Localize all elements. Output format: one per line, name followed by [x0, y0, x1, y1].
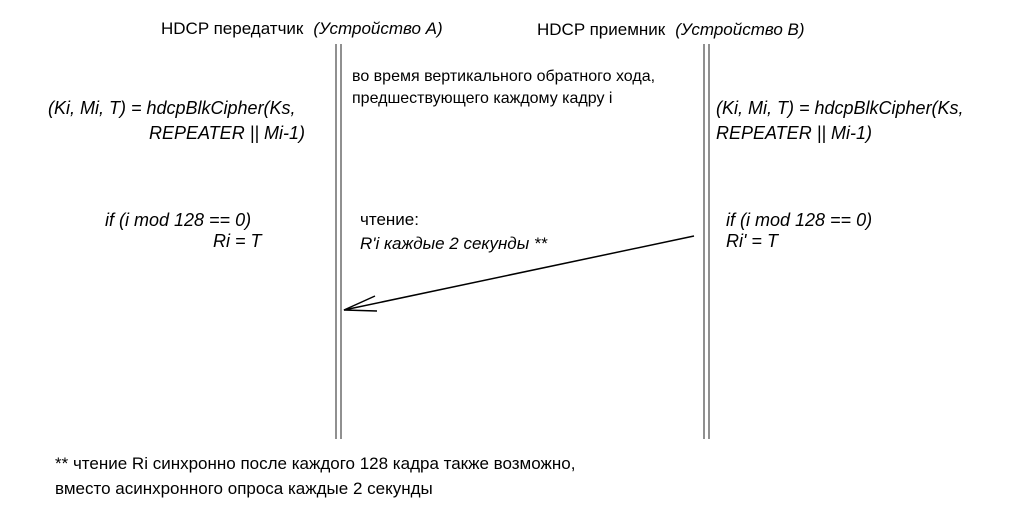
read-message-detail: R'i каждые 2 секунды **: [360, 234, 548, 253]
receiver-condition-line2: Ri' = T: [726, 231, 778, 251]
vblank-line1: во время вертикального обратного хода,: [352, 68, 656, 85]
transmitter-title: [161, 17, 443, 41]
receiver-cipher-line1: (Ki, Mi, T) = hdcpBlkCipher(Ks,: [716, 98, 964, 118]
footnote-line1: ** чтение Ri синхронно после каждого 128 кадра также возможно,: [55, 454, 576, 473]
footnote: [55, 451, 575, 501]
receiver-condition-line1: if (i mod 128 == 0): [726, 210, 873, 230]
receiver-cipher-line2: REPEATER || Mi-1): [716, 123, 873, 143]
receiver-device-label: (Устройство B): [675, 20, 805, 39]
receiver-title-label: HDCP приемник: [537, 20, 666, 39]
transmitter-cipher-line2: REPEATER || Mi-1): [149, 123, 306, 143]
receiver-lifeline: [704, 44, 709, 439]
transmitter-cipher-line1: (Ki, Mi, T) = hdcpBlkCipher(Ks,: [48, 98, 296, 118]
transmitter-condition: [105, 210, 262, 252]
receiver-title: [537, 18, 805, 42]
receiver-condition: [726, 210, 872, 252]
transmitter-device-label: (Устройство A): [313, 19, 443, 38]
transmitter-cipher-formula: [48, 96, 305, 146]
transmitter-condition-line2: Ri = T: [213, 231, 262, 251]
transmitter-title-label: HDCP передатчик: [161, 19, 304, 38]
receiver-cipher-formula: [716, 96, 964, 146]
transmitter-lifeline: [336, 44, 341, 439]
vblank-annotation: [352, 66, 655, 110]
footnote-line2: вместо асинхронного опроса каждые 2 секунды: [55, 479, 433, 498]
read-message-label: чтение:: [360, 210, 419, 229]
vblank-line2: предшествующего каждому кадру i: [352, 90, 613, 107]
transmitter-condition-line1: if (i mod 128 == 0): [105, 210, 252, 230]
